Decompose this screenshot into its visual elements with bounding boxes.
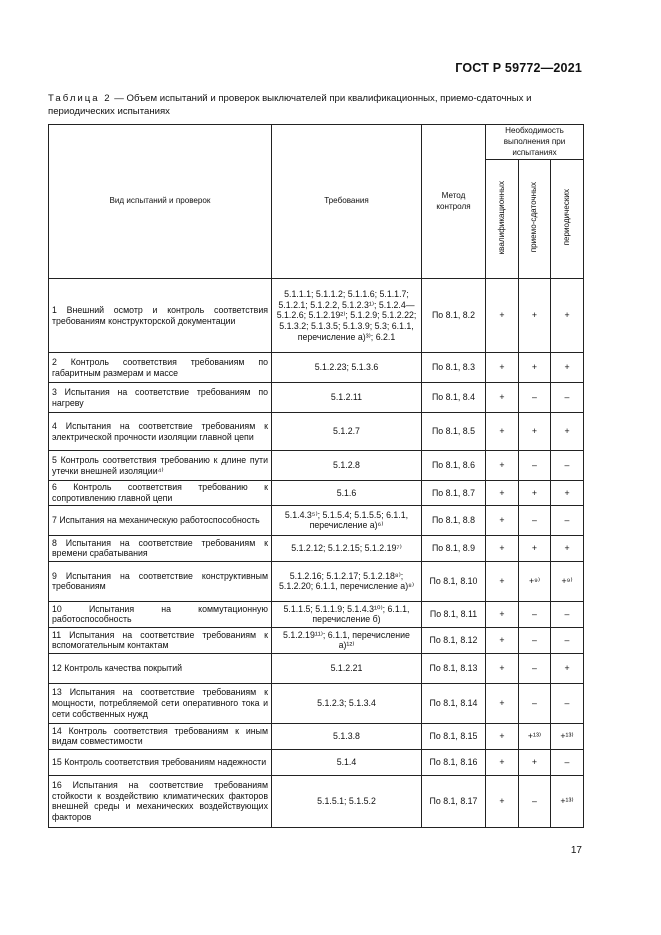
method-cell: По 8.1, 8.4: [422, 383, 486, 413]
test-name-cell: 10 Испытания на коммутационную работоспособность: [49, 601, 272, 627]
acceptance-mark: –: [519, 505, 551, 535]
header-periodic-label: периодических: [561, 189, 571, 246]
acceptance-mark: +⁹⁾: [519, 561, 551, 601]
qualification-mark: +: [486, 561, 519, 601]
qualification-mark: +: [486, 627, 519, 653]
qualification-mark: +: [486, 723, 519, 749]
acceptance-mark: +: [519, 279, 551, 353]
qualification-mark: +: [486, 749, 519, 775]
test-name-cell: 2 Контроль соответствия требованиям по габаритным размерам и массе: [49, 353, 272, 383]
requirements-cell: 5.1.2.12; 5.1.2.15; 5.1.2.19⁷⁾: [272, 535, 422, 561]
table-row: [49, 683, 584, 723]
acceptance-mark: –: [519, 627, 551, 653]
requirements-cell: 5.1.4.3⁵⁾; 5.1.5.4; 5.1.5.5; 6.1.1, перечисление а)⁶⁾: [272, 505, 422, 535]
header-qualification-label: квалификационных: [496, 180, 506, 255]
table-caption: [48, 92, 586, 118]
acceptance-mark: +: [519, 481, 551, 506]
header-method: Метод контроля: [422, 125, 486, 279]
header-qualification: [486, 160, 519, 279]
test-name-cell: 16 Испытания на соответствие требованиям стойкости к воздействию климатических факторов внешней среды и механических воздействующих факторов: [49, 775, 272, 827]
qualification-mark: +: [486, 383, 519, 413]
qualification-mark: +: [486, 505, 519, 535]
acceptance-mark: –: [519, 451, 551, 481]
periodic-mark: +¹³⁾: [551, 723, 584, 749]
requirements-cell: 5.1.5.1; 5.1.5.2: [272, 775, 422, 827]
requirements-cell: 5.1.2.3; 5.1.3.4: [272, 683, 422, 723]
table-row: [49, 413, 584, 451]
periodic-mark: +: [551, 481, 584, 506]
header-necessity: Необходимость выполнения при испытаниях: [486, 125, 584, 160]
requirements-cell: 5.1.2.8: [272, 451, 422, 481]
method-cell: По 8.1, 8.13: [422, 653, 486, 683]
test-name-cell: 12 Контроль качества покрытий: [49, 653, 272, 683]
method-cell: По 8.1, 8.7: [422, 481, 486, 506]
caption-text: — Объем испытаний и проверок выключателей при квалификационных, приемо-сдаточных и периодических испытаниях: [48, 93, 532, 117]
requirements-cell: 5.1.1.5; 5.1.1.9; 5.1.4.3¹⁰⁾; 6.1.1, перечисление б): [272, 601, 422, 627]
acceptance-mark: +: [519, 413, 551, 451]
test-name-cell: 6 Контроль соответствия требованию к сопротивлению главной цепи: [49, 481, 272, 506]
caption-lead: Таблица 2: [48, 93, 112, 104]
acceptance-mark: –: [519, 775, 551, 827]
table-row: [49, 723, 584, 749]
qualification-mark: +: [486, 601, 519, 627]
method-cell: По 8.1, 8.12: [422, 627, 486, 653]
qualification-mark: +: [486, 451, 519, 481]
qualification-mark: +: [486, 535, 519, 561]
periodic-mark: –: [551, 627, 584, 653]
test-name-cell: 15 Контроль соответствия требованиям надежности: [49, 749, 272, 775]
test-name-cell: 1 Внешний осмотр и контроль соответствия требованиям конструкторской документации: [49, 279, 272, 353]
periodic-mark: +⁹⁾: [551, 561, 584, 601]
periodic-mark: +: [551, 535, 584, 561]
periodic-mark: +: [551, 279, 584, 353]
table-row: [49, 749, 584, 775]
table-row: [49, 353, 584, 383]
header-requirements: Требования: [272, 125, 422, 279]
requirements-cell: 5.1.3.8: [272, 723, 422, 749]
test-name-cell: 8 Испытания на соответствие требованиям к времени срабатывания: [49, 535, 272, 561]
method-cell: По 8.1, 8.8: [422, 505, 486, 535]
periodic-mark: +: [551, 353, 584, 383]
table-row: [49, 627, 584, 653]
method-cell: По 8.1, 8.9: [422, 535, 486, 561]
requirements-cell: 5.1.6: [272, 481, 422, 506]
test-name-cell: 5 Контроль соответствия требованию к длине пути утечки внешней изоляции⁴⁾: [49, 451, 272, 481]
requirements-cell: 5.1.1.1; 5.1.1.2; 5.1.1.6; 5.1.1.7; 5.1.2.1; 5.1.2.2, 5.1.2.3¹⁾; 5.1.2.4—5.1.2.6; 5.1.2.19²⁾; 5.1.2.9; 5.1.2.22; 5.1.3.2; 5.1.3.5; 5.1.3.9; 5.3; 6.1.1, перечисление а)³⁾; 6.2.1: [272, 279, 422, 353]
document-number: ГОСТ Р 59772—2021: [455, 61, 582, 75]
qualification-mark: +: [486, 775, 519, 827]
test-name-cell: 4 Испытания на соответствие требованиям к электрической прочности изоляции главной цепи: [49, 413, 272, 451]
table-row: [49, 279, 584, 353]
requirements-cell: 5.1.2.11: [272, 383, 422, 413]
acceptance-mark: +: [519, 749, 551, 775]
qualification-mark: +: [486, 653, 519, 683]
acceptance-mark: –: [519, 653, 551, 683]
method-cell: По 8.1, 8.16: [422, 749, 486, 775]
table-row: [49, 505, 584, 535]
header-acceptance: [519, 160, 551, 279]
qualification-mark: +: [486, 683, 519, 723]
test-name-cell: 9 Испытания на соответствие конструктивным требованиям: [49, 561, 272, 601]
table-row: [49, 653, 584, 683]
acceptance-mark: +¹³⁾: [519, 723, 551, 749]
test-name-cell: 7 Испытания на механическую работоспособность: [49, 505, 272, 535]
periodic-mark: –: [551, 451, 584, 481]
acceptance-mark: –: [519, 601, 551, 627]
method-cell: По 8.1, 8.10: [422, 561, 486, 601]
table-row: [49, 451, 584, 481]
method-cell: По 8.1, 8.3: [422, 353, 486, 383]
table-row: [49, 535, 584, 561]
acceptance-mark: –: [519, 683, 551, 723]
requirements-cell: 5.1.4: [272, 749, 422, 775]
method-cell: По 8.1, 8.2: [422, 279, 486, 353]
periodic-mark: –: [551, 383, 584, 413]
requirements-cell: 5.1.2.23; 5.1.3.6: [272, 353, 422, 383]
periodic-mark: –: [551, 601, 584, 627]
table-row: [49, 481, 584, 506]
table-row: [49, 383, 584, 413]
periodic-mark: –: [551, 683, 584, 723]
periodic-mark: –: [551, 749, 584, 775]
periodic-mark: +: [551, 653, 584, 683]
method-cell: По 8.1, 8.14: [422, 683, 486, 723]
acceptance-mark: +: [519, 353, 551, 383]
method-cell: По 8.1, 8.5: [422, 413, 486, 451]
test-name-cell: 13 Испытания на соответствие требованиям к мощности, потребляемой сети оперативного тока и сети собственных нужд: [49, 683, 272, 723]
header-test-type: Вид испытаний и проверок: [49, 125, 272, 279]
method-cell: По 8.1, 8.11: [422, 601, 486, 627]
periodic-mark: +¹³⁾: [551, 775, 584, 827]
periodic-mark: +: [551, 413, 584, 451]
method-cell: По 8.1, 8.6: [422, 451, 486, 481]
page-number: 17: [570, 845, 582, 856]
tests-table: [48, 124, 584, 828]
table-row: [49, 601, 584, 627]
qualification-mark: +: [486, 353, 519, 383]
acceptance-mark: –: [519, 383, 551, 413]
table-row: [49, 561, 584, 601]
qualification-mark: +: [486, 279, 519, 353]
requirements-cell: 5.1.2.19¹¹⁾; 6.1.1, перечисление а)¹²⁾: [272, 627, 422, 653]
test-name-cell: 14 Контроль соответствия требованиям к иным видам совместимости: [49, 723, 272, 749]
requirements-cell: 5.1.2.16; 5.1.2.17; 5.1.2.18⁸⁾; 5.1.2.20; 6.1.1, перечисление а)⁸⁾: [272, 561, 422, 601]
qualification-mark: +: [486, 481, 519, 506]
test-name-cell: 11 Испытания на соответствие требованиям к вспомогательным контактам: [49, 627, 272, 653]
requirements-cell: 5.1.2.21: [272, 653, 422, 683]
qualification-mark: +: [486, 413, 519, 451]
test-name-cell: 3 Испытания на соответствие требованиям по нагреву: [49, 383, 272, 413]
table-body: [49, 279, 584, 828]
requirements-cell: 5.1.2.7: [272, 413, 422, 451]
header-periodic: [551, 160, 584, 279]
table-row: [49, 775, 584, 827]
header-acceptance-label: приемо-сдаточных: [529, 182, 539, 253]
method-cell: По 8.1, 8.17: [422, 775, 486, 827]
method-cell: По 8.1, 8.15: [422, 723, 486, 749]
periodic-mark: –: [551, 505, 584, 535]
acceptance-mark: +: [519, 535, 551, 561]
